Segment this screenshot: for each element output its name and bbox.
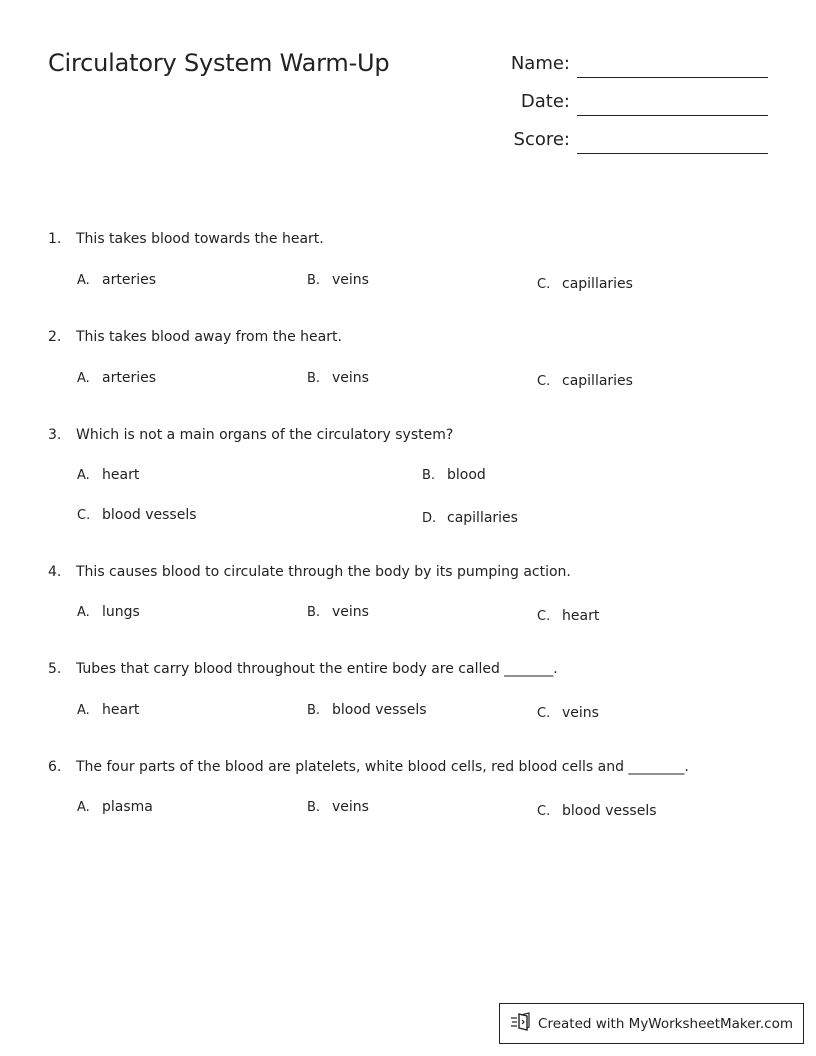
question-text: This causes blood to circulate through the body by its pumping action. (76, 564, 571, 580)
option-letter: C. (77, 508, 91, 523)
option-c (77, 507, 197, 523)
footer-badge[interactable] (499, 1003, 804, 1044)
option-letter: A. (77, 800, 90, 815)
option-letter: B. (307, 273, 321, 288)
option-letter: B. (307, 800, 321, 815)
option-text: lungs (102, 604, 140, 620)
option-c (537, 373, 633, 389)
question-text: Tubes that carry blood throughout the entire body are called _______. (76, 661, 558, 677)
option-letter: A. (77, 468, 90, 483)
option-letter: A. (77, 273, 90, 288)
option-b (422, 467, 486, 483)
score-label: Score: (513, 129, 570, 150)
option-text: capillaries (447, 510, 518, 526)
option-text: blood vessels (332, 702, 427, 718)
footer-text: Created with MyWorksheetMaker.com (538, 1015, 793, 1032)
option-text: veins (332, 272, 369, 288)
option-letter: A. (77, 703, 90, 718)
option-text: plasma (102, 799, 153, 815)
option-b (307, 370, 369, 386)
option-text: capillaries (562, 276, 633, 292)
option-a (77, 604, 140, 620)
option-text: veins (332, 799, 369, 815)
option-a (77, 799, 153, 815)
option-b (307, 799, 369, 815)
date-line (577, 115, 768, 116)
option-letter: D. (422, 511, 437, 526)
option-letter: C. (537, 374, 551, 389)
option-letter: A. (77, 605, 90, 620)
book-logo-icon (510, 1012, 538, 1036)
option-letter: C. (537, 277, 551, 292)
option-letter: B. (307, 371, 321, 386)
page-title: Circulatory System Warm-Up (48, 49, 390, 77)
name-line (577, 77, 768, 78)
score-line (577, 153, 768, 154)
question-number: 5. (48, 661, 62, 677)
option-text: veins (562, 705, 599, 721)
option-text: blood vessels (102, 507, 197, 523)
option-a (77, 370, 156, 386)
option-a (77, 467, 139, 483)
question-number: 4. (48, 564, 62, 580)
option-letter: B. (422, 468, 436, 483)
question-text: This takes blood towards the heart. (76, 231, 324, 247)
option-text: heart (102, 702, 140, 718)
option-d (422, 510, 518, 526)
option-text: arteries (102, 370, 156, 386)
option-text: veins (332, 370, 369, 386)
option-b (307, 272, 369, 288)
question-text: The four parts of the blood are platelets, white blood cells, red blood cells and ________. (76, 759, 689, 775)
option-a (77, 702, 139, 718)
date-label: Date: (520, 91, 570, 112)
option-a (77, 272, 156, 288)
option-letter: B. (307, 703, 321, 718)
option-letter: C. (537, 609, 551, 624)
option-text: blood vessels (562, 803, 657, 819)
option-text: arteries (102, 272, 156, 288)
question-number: 2. (48, 329, 62, 345)
option-letter: C. (537, 706, 551, 721)
option-c (537, 803, 657, 819)
option-text: heart (562, 608, 600, 624)
question-text: This takes blood away from the heart. (76, 329, 342, 345)
option-letter: A. (77, 371, 90, 386)
option-text: capillaries (562, 373, 633, 389)
option-b (307, 604, 369, 620)
question-number: 1. (48, 231, 62, 247)
option-letter: C. (537, 804, 551, 819)
option-c (537, 608, 599, 624)
option-c (537, 705, 599, 721)
option-text: blood (447, 467, 486, 483)
question-number: 6. (48, 759, 62, 775)
option-b (307, 702, 427, 718)
option-c (537, 276, 633, 292)
option-text: heart (102, 467, 140, 483)
option-letter: B. (307, 605, 321, 620)
question-number: 3. (48, 427, 62, 443)
option-text: veins (332, 604, 369, 620)
name-label: Name: (510, 53, 570, 74)
question-text: Which is not a main organs of the circulatory system? (76, 427, 454, 443)
